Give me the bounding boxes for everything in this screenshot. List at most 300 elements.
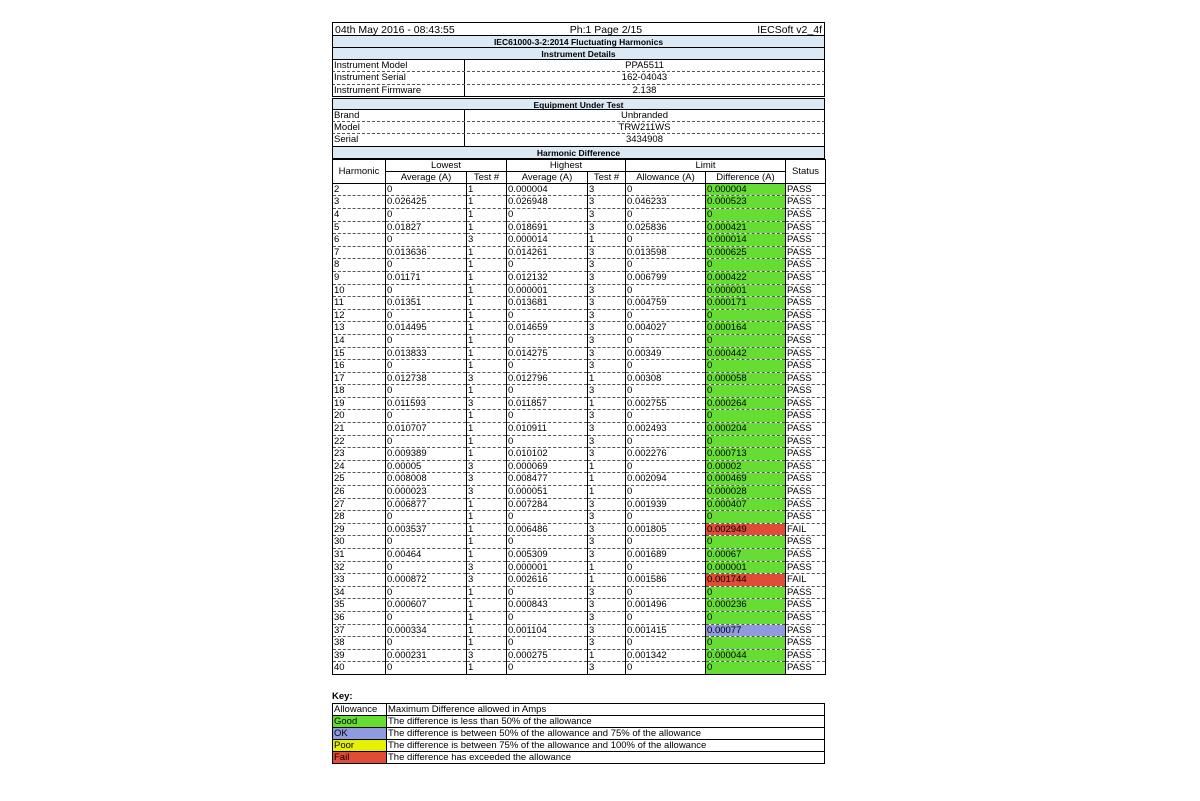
highest-average-cell: 0.000001 <box>507 561 588 574</box>
allowance-cell: 0.025836 <box>626 221 706 234</box>
status-cell: PASS <box>786 347 826 360</box>
highest-average-cell: 0.000275 <box>507 649 588 662</box>
lowest-average-cell: 0 <box>386 259 467 272</box>
table-row <box>333 334 826 347</box>
highest-test-cell: 3 <box>588 322 626 335</box>
highest-average-cell: 0 <box>507 435 588 448</box>
table-row <box>333 234 826 247</box>
detail-row <box>332 122 825 134</box>
lowest-average-cell: 0 <box>386 309 467 322</box>
allowance-cell: 0 <box>626 360 706 373</box>
table-row <box>333 360 826 373</box>
harmonic-number-cell: 25 <box>333 473 386 486</box>
lowest-test-cell: 3 <box>467 473 507 486</box>
difference-cell: 0 <box>706 208 786 221</box>
table-row <box>333 297 826 310</box>
lowest-test-cell: 3 <box>467 460 507 473</box>
difference-cell: 0.000004 <box>706 183 786 196</box>
detail-label: Instrument Firmware <box>333 85 465 96</box>
difference-cell: 0.000469 <box>706 473 786 486</box>
highest-average-cell: 0 <box>507 611 588 624</box>
status-cell: PASS <box>786 183 826 196</box>
status-cell: PASS <box>786 259 826 272</box>
highest-test-cell: 1 <box>588 473 626 486</box>
lowest-average-cell: 0 <box>386 561 467 574</box>
lowest-test-cell: 1 <box>467 536 507 549</box>
detail-row <box>332 110 825 122</box>
highest-test-cell: 3 <box>588 196 626 209</box>
table-row <box>333 649 826 662</box>
lowest-average-cell: 0 <box>386 586 467 599</box>
highest-test-cell: 3 <box>588 662 626 675</box>
lowest-test-cell: 1 <box>467 322 507 335</box>
detail-value: PPA5511 <box>625 60 664 71</box>
highest-test-cell: 3 <box>588 423 626 436</box>
harmonic-number-cell: 37 <box>333 624 386 637</box>
lowest-test-cell: 1 <box>467 259 507 272</box>
detail-row <box>332 60 825 72</box>
col-lowest-average: Average (A) <box>386 171 467 183</box>
lowest-average-cell: 0.000607 <box>386 599 467 612</box>
lowest-average-cell: 0.000334 <box>386 624 467 637</box>
lowest-test-cell: 1 <box>467 334 507 347</box>
allowance-cell: 0.001805 <box>626 523 706 536</box>
lowest-average-cell: 0.000023 <box>386 486 467 499</box>
highest-average-cell: 0.000001 <box>507 284 588 297</box>
highest-test-cell: 1 <box>588 561 626 574</box>
difference-cell: 0.000264 <box>706 397 786 410</box>
status-cell: PASS <box>786 271 826 284</box>
lowest-average-cell: 0 <box>386 611 467 624</box>
difference-cell: 0 <box>706 511 786 524</box>
lowest-average-cell: 0 <box>386 410 467 423</box>
col-group-limit: Limit <box>626 159 786 171</box>
lowest-average-cell: 0 <box>386 284 467 297</box>
lowest-test-cell: 1 <box>467 246 507 259</box>
status-cell: PASS <box>786 297 826 310</box>
key-row <box>333 752 825 764</box>
highest-test-cell: 1 <box>588 486 626 499</box>
harmonic-number-cell: 28 <box>333 511 386 524</box>
table-row <box>333 662 826 675</box>
highest-test-cell: 3 <box>588 624 626 637</box>
difference-cell: 0.000164 <box>706 322 786 335</box>
lowest-test-cell: 3 <box>467 649 507 662</box>
table-row <box>333 574 826 587</box>
lowest-average-cell: 0.01827 <box>386 221 467 234</box>
highest-average-cell: 0.018691 <box>507 221 588 234</box>
key-title: Key: <box>332 691 353 702</box>
detail-row <box>332 72 825 84</box>
lowest-average-cell: 0.000872 <box>386 574 467 587</box>
difference-cell: 0.000422 <box>706 271 786 284</box>
status-cell: PASS <box>786 372 826 385</box>
highest-average-cell: 0 <box>507 385 588 398</box>
detail-value: 162-04043 <box>621 72 668 84</box>
difference-cell: 0.000204 <box>706 423 786 436</box>
allowance-cell: 0 <box>626 536 706 549</box>
highest-test-cell: 3 <box>588 549 626 562</box>
equipment-details <box>332 110 825 147</box>
lowest-average-cell: 0.01171 <box>386 271 467 284</box>
highest-average-cell: 0 <box>507 410 588 423</box>
table-row <box>333 284 826 297</box>
allowance-cell: 0 <box>626 637 706 650</box>
highest-average-cell: 0.005309 <box>507 549 588 562</box>
highest-average-cell: 0.000069 <box>507 460 588 473</box>
report-title: IEC61000-3-2:2014 Fluctuating Harmonics <box>332 36 825 48</box>
equipment-section-title: Equipment Under Test <box>332 98 825 110</box>
highest-test-cell: 1 <box>588 649 626 662</box>
table-row <box>333 196 826 209</box>
detail-value: TRW211WS <box>618 122 671 134</box>
highest-average-cell: 0.011857 <box>507 397 588 410</box>
highest-test-cell: 3 <box>588 599 626 612</box>
status-cell: PASS <box>786 561 826 574</box>
detail-label: Serial <box>333 134 465 145</box>
lowest-average-cell: 0.000231 <box>386 649 467 662</box>
highest-test-cell: 3 <box>588 586 626 599</box>
detail-label: Model <box>333 122 465 133</box>
lowest-test-cell: 3 <box>467 561 507 574</box>
highest-average-cell: 0.002616 <box>507 574 588 587</box>
lowest-test-cell: 3 <box>467 372 507 385</box>
harmonic-number-cell: 18 <box>333 385 386 398</box>
difference-cell: 0.001744 <box>706 574 786 587</box>
highest-test-cell: 1 <box>588 372 626 385</box>
detail-row <box>332 134 825 146</box>
lowest-average-cell: 0.011593 <box>386 397 467 410</box>
highest-test-cell: 3 <box>588 208 626 221</box>
difference-cell: 0 <box>706 611 786 624</box>
table-row <box>333 624 826 637</box>
col-lowest-test: Test # <box>467 171 507 183</box>
detail-row <box>332 85 825 97</box>
highest-test-cell: 3 <box>588 611 626 624</box>
harmonic-number-cell: 12 <box>333 309 386 322</box>
lowest-test-cell: 1 <box>467 611 507 624</box>
status-cell: PASS <box>786 511 826 524</box>
difference-cell: 0.000523 <box>706 196 786 209</box>
table-row <box>333 561 826 574</box>
difference-cell: 0.00077 <box>706 624 786 637</box>
lowest-test-cell: 1 <box>467 297 507 310</box>
col-status: Status <box>786 159 826 183</box>
key-label: Allowance <box>333 704 387 716</box>
highest-average-cell: 0.001104 <box>507 624 588 637</box>
highest-average-cell: 0.014659 <box>507 322 588 335</box>
highest-test-cell: 3 <box>588 385 626 398</box>
status-cell: PASS <box>786 234 826 247</box>
harmonic-number-cell: 2 <box>333 183 386 196</box>
highest-test-cell: 3 <box>588 309 626 322</box>
key-label: Poor <box>333 740 387 752</box>
lowest-test-cell: 1 <box>467 435 507 448</box>
status-cell: PASS <box>786 246 826 259</box>
harmonic-number-cell: 38 <box>333 637 386 650</box>
lowest-average-cell: 0 <box>386 183 467 196</box>
highest-test-cell: 3 <box>588 498 626 511</box>
lowest-test-cell: 1 <box>467 208 507 221</box>
lowest-test-cell: 1 <box>467 523 507 536</box>
table-row <box>333 423 826 436</box>
table-row <box>333 586 826 599</box>
key-row <box>333 728 825 740</box>
lowest-test-cell: 3 <box>467 234 507 247</box>
allowance-cell: 0.006799 <box>626 271 706 284</box>
table-row <box>333 536 826 549</box>
highest-average-cell: 0.012132 <box>507 271 588 284</box>
highest-test-cell: 3 <box>588 246 626 259</box>
table-row <box>333 259 826 272</box>
lowest-test-cell: 1 <box>467 511 507 524</box>
lowest-average-cell: 0.006877 <box>386 498 467 511</box>
harmonic-section-title: Harmonic Difference <box>332 147 825 159</box>
key-label: Good <box>333 716 387 728</box>
status-cell: PASS <box>786 410 826 423</box>
lowest-test-cell: 1 <box>467 549 507 562</box>
difference-cell: 0 <box>706 259 786 272</box>
difference-cell: 0.000625 <box>706 246 786 259</box>
status-cell: PASS <box>786 448 826 461</box>
table-row <box>333 511 826 524</box>
status-cell: PASS <box>786 221 826 234</box>
lowest-average-cell: 0.014495 <box>386 322 467 335</box>
highest-average-cell: 0 <box>507 259 588 272</box>
detail-value: Unbranded <box>620 109 668 121</box>
harmonic-number-cell: 29 <box>333 523 386 536</box>
difference-cell: 0.00067 <box>706 549 786 562</box>
status-cell: PASS <box>786 637 826 650</box>
detail-label: Instrument Model <box>333 60 465 71</box>
highest-test-cell: 3 <box>588 221 626 234</box>
table-row <box>333 309 826 322</box>
lowest-average-cell: 0 <box>386 334 467 347</box>
difference-cell: 0.000028 <box>706 486 786 499</box>
lowest-test-cell: 1 <box>467 586 507 599</box>
harmonic-rows <box>333 183 826 674</box>
difference-cell: 0 <box>706 410 786 423</box>
harmonic-number-cell: 20 <box>333 410 386 423</box>
highest-test-cell: 3 <box>588 410 626 423</box>
status-cell: PASS <box>786 649 826 662</box>
difference-cell: 0.000001 <box>706 561 786 574</box>
table-row <box>333 599 826 612</box>
highest-test-cell: 3 <box>588 448 626 461</box>
lowest-average-cell: 0 <box>386 208 467 221</box>
harmonic-number-cell: 11 <box>333 297 386 310</box>
table-row <box>333 473 826 486</box>
highest-average-cell: 0.007284 <box>507 498 588 511</box>
highest-average-cell: 0.000014 <box>507 234 588 247</box>
highest-test-cell: 3 <box>588 435 626 448</box>
lowest-average-cell: 0 <box>386 360 467 373</box>
allowance-cell: 0.002276 <box>626 448 706 461</box>
page-info: Ph:1 Page 2/15 <box>569 24 643 36</box>
table-row <box>333 486 826 499</box>
lowest-average-cell: 0 <box>386 637 467 650</box>
difference-cell: 0.000171 <box>706 297 786 310</box>
highest-average-cell: 0.000843 <box>507 599 588 612</box>
col-highest-test: Test # <box>588 171 626 183</box>
status-cell: PASS <box>786 334 826 347</box>
difference-cell: 0.000014 <box>706 234 786 247</box>
status-cell: PASS <box>786 284 826 297</box>
detail-value: 2.138 <box>632 84 657 96</box>
lowest-test-cell: 1 <box>467 423 507 436</box>
table-row <box>333 637 826 650</box>
allowance-cell: 0.001689 <box>626 549 706 562</box>
allowance-cell: 0 <box>626 309 706 322</box>
status-cell: PASS <box>786 536 826 549</box>
lowest-average-cell: 0 <box>386 385 467 398</box>
key-description: The difference is between 75% of the allowance and 100% of the allowance <box>387 740 825 752</box>
lowest-test-cell: 1 <box>467 309 507 322</box>
allowance-cell: 0 <box>626 234 706 247</box>
allowance-cell: 0.001496 <box>626 599 706 612</box>
highest-average-cell: 0.014275 <box>507 347 588 360</box>
highest-average-cell: 0.000051 <box>507 486 588 499</box>
lowest-test-cell: 1 <box>467 637 507 650</box>
highest-test-cell: 3 <box>588 334 626 347</box>
highest-test-cell: 3 <box>588 271 626 284</box>
table-row <box>333 208 826 221</box>
status-cell: FAIL <box>786 523 826 536</box>
table-row <box>333 385 826 398</box>
harmonic-number-cell: 31 <box>333 549 386 562</box>
allowance-cell: 0 <box>626 561 706 574</box>
highest-test-cell: 3 <box>588 183 626 196</box>
table-row <box>333 460 826 473</box>
allowance-cell: 0.004759 <box>626 297 706 310</box>
status-cell: PASS <box>786 208 826 221</box>
detail-label: Brand <box>333 110 465 121</box>
lowest-average-cell: 0 <box>386 662 467 675</box>
allowance-cell: 0 <box>626 486 706 499</box>
harmonic-number-cell: 3 <box>333 196 386 209</box>
difference-cell: 0.002949 <box>706 523 786 536</box>
status-cell: PASS <box>786 435 826 448</box>
status-cell: PASS <box>786 486 826 499</box>
lowest-average-cell: 0.009389 <box>386 448 467 461</box>
harmonic-number-cell: 5 <box>333 221 386 234</box>
col-group-lowest: Lowest <box>386 159 507 171</box>
difference-cell: 0 <box>706 637 786 650</box>
harmonic-number-cell: 4 <box>333 208 386 221</box>
table-row <box>333 498 826 511</box>
lowest-test-cell: 1 <box>467 196 507 209</box>
difference-cell: 0 <box>706 360 786 373</box>
key-label: Fail <box>333 752 387 764</box>
allowance-cell: 0 <box>626 259 706 272</box>
allowance-cell: 0.00308 <box>626 372 706 385</box>
lowest-average-cell: 0 <box>386 536 467 549</box>
status-cell: PASS <box>786 586 826 599</box>
harmonic-number-cell: 7 <box>333 246 386 259</box>
difference-cell: 0.000058 <box>706 372 786 385</box>
allowance-cell: 0 <box>626 511 706 524</box>
allowance-cell: 0.00349 <box>626 347 706 360</box>
key-row <box>333 740 825 752</box>
allowance-cell: 0.001939 <box>626 498 706 511</box>
lowest-average-cell: 0.013833 <box>386 347 467 360</box>
highest-test-cell: 3 <box>588 284 626 297</box>
harmonic-number-cell: 6 <box>333 234 386 247</box>
lowest-test-cell: 1 <box>467 183 507 196</box>
allowance-cell: 0 <box>626 385 706 398</box>
table-row <box>333 246 826 259</box>
highest-average-cell: 0 <box>507 208 588 221</box>
legend-key <box>332 690 825 764</box>
difference-cell: 0 <box>706 385 786 398</box>
status-cell: PASS <box>786 662 826 675</box>
harmonic-number-cell: 22 <box>333 435 386 448</box>
allowance-cell: 0 <box>626 410 706 423</box>
key-description: The difference is less than 50% of the allowance <box>387 716 825 728</box>
col-difference: Difference (A) <box>706 171 786 183</box>
allowance-cell: 0 <box>626 611 706 624</box>
harmonic-number-cell: 17 <box>333 372 386 385</box>
highest-test-cell: 3 <box>588 523 626 536</box>
allowance-cell: 0.002094 <box>626 473 706 486</box>
highest-average-cell: 0.010911 <box>507 423 588 436</box>
highest-average-cell: 0 <box>507 334 588 347</box>
table-row <box>333 322 826 335</box>
allowance-cell: 0.001586 <box>626 574 706 587</box>
difference-cell: 0.00002 <box>706 460 786 473</box>
difference-cell: 0.000001 <box>706 284 786 297</box>
report-page <box>332 22 825 675</box>
lowest-test-cell: 1 <box>467 498 507 511</box>
highest-test-cell: 1 <box>588 397 626 410</box>
difference-cell: 0 <box>706 586 786 599</box>
status-cell: PASS <box>786 322 826 335</box>
lowest-test-cell: 3 <box>467 486 507 499</box>
highest-average-cell: 0 <box>507 637 588 650</box>
status-cell: PASS <box>786 397 826 410</box>
status-cell: PASS <box>786 498 826 511</box>
lowest-test-cell: 1 <box>467 624 507 637</box>
harmonic-number-cell: 39 <box>333 649 386 662</box>
allowance-cell: 0.002755 <box>626 397 706 410</box>
highest-test-cell: 1 <box>588 460 626 473</box>
harmonic-number-cell: 24 <box>333 460 386 473</box>
harmonic-number-cell: 10 <box>333 284 386 297</box>
status-cell: PASS <box>786 309 826 322</box>
status-cell: PASS <box>786 360 826 373</box>
instrument-section-title: Instrument Details <box>332 48 825 60</box>
highest-average-cell: 0.012796 <box>507 372 588 385</box>
status-cell: PASS <box>786 611 826 624</box>
lowest-test-cell: 1 <box>467 448 507 461</box>
highest-average-cell: 0.010102 <box>507 448 588 461</box>
key-rows <box>333 704 825 764</box>
lowest-average-cell: 0.00005 <box>386 460 467 473</box>
col-harmonic: Harmonic <box>333 159 386 183</box>
highest-average-cell: 0 <box>507 536 588 549</box>
table-row <box>333 183 826 196</box>
detail-label: Instrument Serial <box>333 72 465 83</box>
difference-cell: 0.000421 <box>706 221 786 234</box>
lowest-test-cell: 3 <box>467 574 507 587</box>
lowest-average-cell: 0.00464 <box>386 549 467 562</box>
table-row <box>333 221 826 234</box>
table-row <box>333 448 826 461</box>
lowest-test-cell: 1 <box>467 599 507 612</box>
allowance-cell: 0.001415 <box>626 624 706 637</box>
highest-average-cell: 0.006486 <box>507 523 588 536</box>
harmonic-number-cell: 32 <box>333 561 386 574</box>
